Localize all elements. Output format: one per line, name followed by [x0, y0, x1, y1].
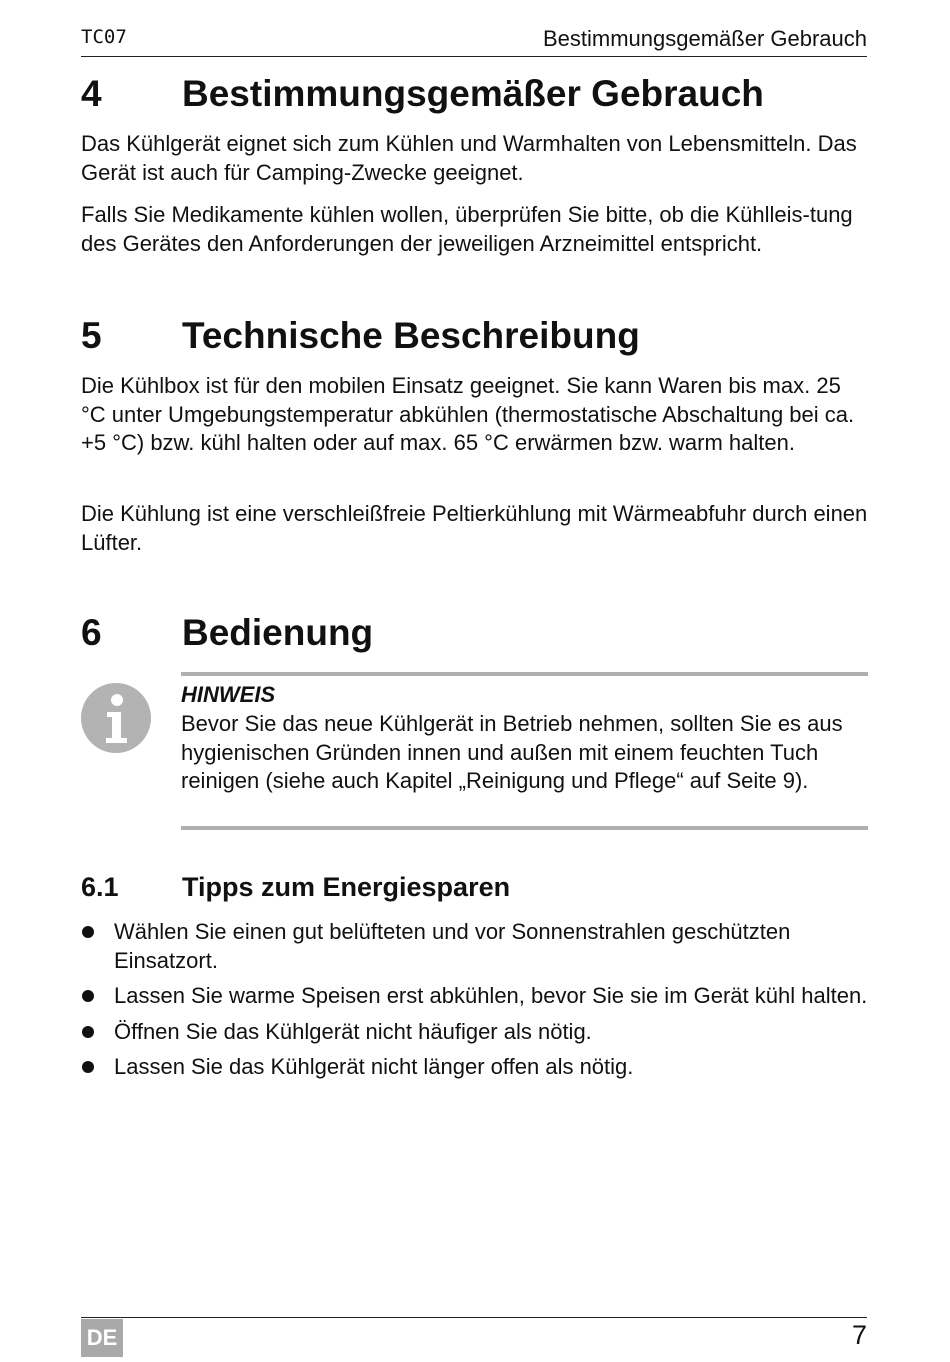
page-header	[81, 22, 867, 57]
page-number: 7	[851, 1320, 867, 1350]
info-icon	[81, 683, 151, 753]
tips-list	[81, 918, 871, 1089]
list-item-text: Wählen Sie einen gut belüfteten und vor Sonnenstrahlen geschützten Einsatzort.	[114, 919, 791, 973]
list-item-text: Öffnen Sie das Kühlgerät nicht häufiger als nötig.	[114, 1018, 592, 1044]
list-item	[81, 1018, 871, 1047]
paragraph: Die Kühlbox ist für den mobilen Einsatz geeignet. Sie kann Waren bis max. 25 °C unter Umgebungstemperatur abkühlen (thermostatische Abschaltung bei ca. +5 °C) bzw. kühl halten oder auf max. 65 °C erwärmen bzw. warm halten.	[81, 373, 855, 456]
language-badge: DE	[81, 1319, 123, 1357]
section-title: Bedienung	[182, 612, 374, 653]
paragraph: Die Kühlung ist eine verschleißfreie Peltierkühlung mit Wärmeabfuhr durch einen Lüfter.	[81, 501, 868, 555]
list-item	[81, 1053, 871, 1082]
footer-rule	[81, 1317, 867, 1318]
header-model: TC07	[81, 26, 127, 48]
section-title: Technische Beschreibung	[182, 315, 640, 356]
note-text: Bevor Sie das neue Kühlgerät in Betrieb nehmen, sollten Sie es aus hygienischen Gründen innen und außen mit einem feuchten Tuch reinigen (siehe auch Kapitel „Reinigung und Pflege“ auf Seite 9).	[181, 711, 843, 794]
list-item	[81, 918, 871, 975]
paragraph: Das Kühlgerät eignet sich zum Kühlen und Warmhalten von Lebensmitteln. Das Gerät ist auch für Camping-Zwecke geeignet.	[81, 131, 857, 185]
list-item-text: Lassen Sie warme Speisen erst abkühlen, bevor Sie sie im Gerät kühl halten.	[114, 983, 868, 1009]
bullet-icon	[82, 1026, 94, 1038]
list-item	[81, 982, 871, 1011]
section-number: 6	[81, 612, 102, 653]
list-item-text: Lassen Sie das Kühlgerät nicht länger offen als nötig.	[114, 1054, 634, 1080]
paragraph: Falls Sie Medikamente kühlen wollen, überprüfen Sie bitte, ob die Kühlleis-tung des Gerätes den Anforderungen der jeweiligen Arzneimittel entspricht.	[81, 202, 853, 256]
bullet-icon	[82, 1061, 94, 1073]
subsection-number: 6.1	[81, 872, 119, 902]
header-running-title: Bestimmungsgemäßer Gebrauch	[542, 26, 867, 51]
bullet-icon	[82, 926, 94, 938]
note-box	[181, 672, 868, 830]
section-number: 5	[81, 315, 102, 356]
note-label: HINWEIS	[181, 682, 276, 707]
section-title: Bestimmungsgemäßer Gebrauch	[182, 73, 764, 114]
subsection-title: Tipps zum Energiesparen	[182, 872, 511, 902]
section-number: 4	[81, 73, 102, 114]
bullet-icon	[82, 990, 94, 1002]
